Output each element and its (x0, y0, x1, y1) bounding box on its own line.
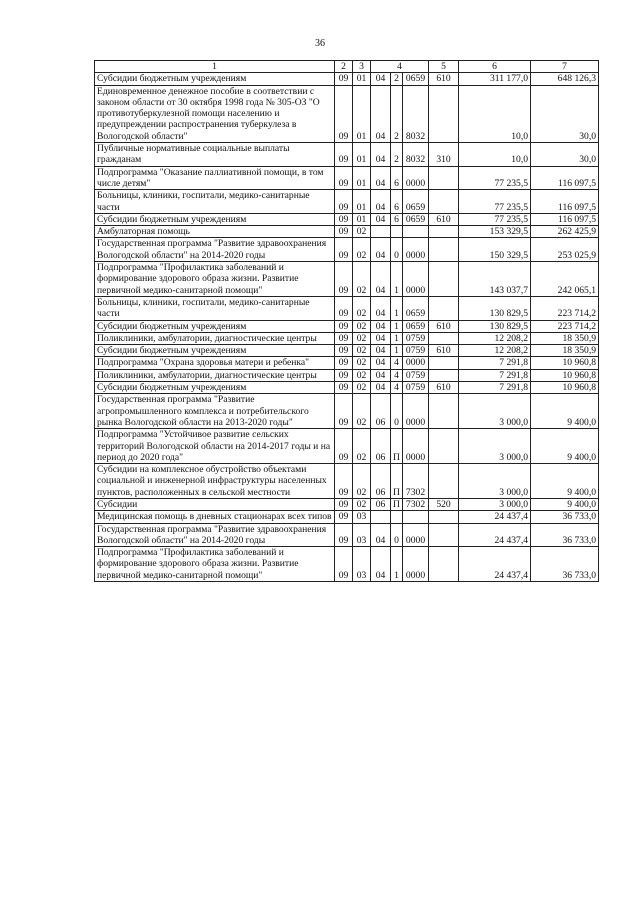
subsection-code: 02 (353, 369, 371, 381)
amount-year-2: 262 425,9 (531, 226, 599, 238)
amount-year-1: 77 235,5 (459, 166, 531, 190)
amount-year-2: 9 400,0 (531, 394, 599, 429)
row-name: Субсидии на комплексное обустройство объектами социальной и инженерной инфраструктуры населенных пунктов, расположенных в сельской местности (95, 464, 335, 499)
subsection-code: 01 (353, 166, 371, 190)
expense-type-code (429, 429, 459, 464)
subprogram-code: 1 (391, 332, 403, 344)
subprogram-code: 6 (391, 190, 403, 214)
row-name: Субсидии бюджетным учреждениям (95, 320, 335, 332)
subprogram-code: 1 (391, 262, 403, 297)
section-code: 09 (335, 382, 353, 394)
amount-year-2: 9 400,0 (531, 429, 599, 464)
column-header: 5 (429, 61, 459, 73)
article-code: 0000 (403, 262, 429, 297)
article-code: 7302 (403, 498, 429, 510)
subprogram-code: 2 (391, 73, 403, 85)
table-row (95, 166, 599, 190)
table-row (95, 73, 599, 85)
section-code: 09 (335, 213, 353, 225)
article-code: 0000 (403, 394, 429, 429)
section-code: 09 (335, 332, 353, 344)
expense-type-code (429, 238, 459, 262)
article-code: 0000 (403, 429, 429, 464)
section-code: 09 (335, 547, 353, 582)
amount-year-2: 116 097,5 (531, 190, 599, 214)
row-name: Субсидии бюджетным учреждениям (95, 213, 335, 225)
table-row (95, 262, 599, 297)
row-name: Субсидии бюджетным учреждениям (95, 382, 335, 394)
amount-year-1: 7 291,8 (459, 382, 531, 394)
subprogram-code: 0 (391, 523, 403, 547)
amount-year-1: 12 208,2 (459, 332, 531, 344)
expense-type-code (429, 464, 459, 499)
subsection-code: 02 (353, 296, 371, 320)
program-code: 04 (371, 369, 391, 381)
amount-year-2: 30,0 (531, 85, 599, 142)
amount-year-2: 10 960,8 (531, 369, 599, 381)
subsection-code: 01 (353, 143, 371, 167)
program-code: 04 (371, 523, 391, 547)
row-name: Подпрограмма "Профилактика заболеваний и формирование здорового образа жизни. Развитие первичной медико-санитарной помощи" (95, 262, 335, 297)
subsection-code: 03 (353, 511, 371, 523)
subprogram-code: 1 (391, 296, 403, 320)
expense-type-code (429, 523, 459, 547)
table-row (95, 296, 599, 320)
section-code: 09 (335, 226, 353, 238)
amount-year-2: 36 733,0 (531, 523, 599, 547)
expense-type-code (429, 511, 459, 523)
column-header: 3 (353, 61, 371, 73)
article-code: 0000 (403, 523, 429, 547)
table-row (95, 85, 599, 142)
article-code: 0000 (403, 238, 429, 262)
amount-year-2: 18 350,9 (531, 332, 599, 344)
amount-year-2: 30,0 (531, 143, 599, 167)
program-code (371, 511, 391, 523)
row-name: Медицинская помощь в дневных стационарах всех типов (95, 511, 335, 523)
row-name: Подпрограмма "Профилактика заболеваний и формирование здорового образа жизни. Развитие первичной медико-санитарной помощи" (95, 547, 335, 582)
program-code: 04 (371, 382, 391, 394)
expense-type-code (429, 226, 459, 238)
amount-year-2: 223 714,2 (531, 296, 599, 320)
subprogram-code: 6 (391, 213, 403, 225)
section-code: 09 (335, 357, 353, 369)
amount-year-2: 36 733,0 (531, 511, 599, 523)
row-name: Субсидии бюджетным учреждениям (95, 345, 335, 357)
article-code: 8032 (403, 85, 429, 142)
article-code (403, 226, 429, 238)
section-code: 09 (335, 190, 353, 214)
row-name: Больницы, клиники, госпитали, медико-санитарные части (95, 190, 335, 214)
column-header: 2 (335, 61, 353, 73)
table-row (95, 320, 599, 332)
subsection-code: 02 (353, 332, 371, 344)
amount-year-1: 150 329,5 (459, 238, 531, 262)
amount-year-1: 130 829,5 (459, 296, 531, 320)
expense-type-code (429, 394, 459, 429)
table-row (95, 464, 599, 499)
subprogram-code: 1 (391, 345, 403, 357)
program-code: 04 (371, 190, 391, 214)
row-name: Публичные нормативные социальные выплаты гражданам (95, 143, 335, 167)
amount-year-1: 130 829,5 (459, 320, 531, 332)
amount-year-2: 242 065,1 (531, 262, 599, 297)
section-code: 09 (335, 166, 353, 190)
section-code: 09 (335, 394, 353, 429)
amount-year-2: 36 733,0 (531, 547, 599, 582)
program-code: 04 (371, 166, 391, 190)
row-name: Подпрограмма "Оказание паллиативной помощи, в том числе детям" (95, 166, 335, 190)
section-code: 09 (335, 85, 353, 142)
table-row (95, 382, 599, 394)
program-code: 06 (371, 394, 391, 429)
expense-type-code: 310 (429, 143, 459, 167)
amount-year-1: 3 000,0 (459, 498, 531, 510)
section-code: 09 (335, 369, 353, 381)
article-code: 0000 (403, 166, 429, 190)
subprogram-code: 0 (391, 394, 403, 429)
program-code: 04 (371, 320, 391, 332)
subprogram-code: 4 (391, 357, 403, 369)
subsection-code: 02 (353, 394, 371, 429)
article-code: 0659 (403, 296, 429, 320)
article-code: 0759 (403, 369, 429, 381)
program-code: 06 (371, 498, 391, 510)
subsection-code: 03 (353, 523, 371, 547)
amount-year-1: 7 291,8 (459, 369, 531, 381)
subprogram-code (391, 226, 403, 238)
amount-year-2: 223 714,2 (531, 320, 599, 332)
article-code: 7302 (403, 464, 429, 499)
amount-year-1: 10,0 (459, 85, 531, 142)
amount-year-2: 10 960,8 (531, 357, 599, 369)
subprogram-code: 1 (391, 547, 403, 582)
table-row (95, 357, 599, 369)
expense-type-code: 610 (429, 382, 459, 394)
row-name: Единовременное денежное пособие в соответствии с законом области от 30 октября 1998 года № 305-ОЗ "О противотуберкулезной помощи населению и предупреждении распространения туберкулеза в Вологодской области" (95, 85, 335, 142)
amount-year-2: 116 097,5 (531, 166, 599, 190)
article-code: 0659 (403, 73, 429, 85)
subsection-code: 02 (353, 357, 371, 369)
amount-year-2: 9 400,0 (531, 464, 599, 499)
amount-year-1: 12 208,2 (459, 345, 531, 357)
section-code: 09 (335, 345, 353, 357)
row-name: Поликлиники, амбулатории, диагностические центры (95, 332, 335, 344)
subsection-code: 02 (353, 262, 371, 297)
subsection-code: 02 (353, 498, 371, 510)
subsection-code: 02 (353, 320, 371, 332)
amount-year-1: 7 291,8 (459, 357, 531, 369)
subsection-code: 03 (353, 547, 371, 582)
expense-type-code: 520 (429, 498, 459, 510)
amount-year-1: 24 437,4 (459, 511, 531, 523)
program-code: 04 (371, 345, 391, 357)
subprogram-code: П (391, 464, 403, 499)
amount-year-2: 116 097,5 (531, 213, 599, 225)
expense-type-code: 610 (429, 73, 459, 85)
table-row (95, 143, 599, 167)
amount-year-1: 3 000,0 (459, 429, 531, 464)
table-row (95, 345, 599, 357)
subprogram-code: 2 (391, 85, 403, 142)
article-code: 0759 (403, 382, 429, 394)
amount-year-1: 24 437,4 (459, 547, 531, 582)
subsection-code: 01 (353, 85, 371, 142)
article-code (403, 511, 429, 523)
section-code: 09 (335, 498, 353, 510)
budget-table (94, 60, 599, 582)
table-header-row (95, 61, 599, 73)
article-code: 0659 (403, 320, 429, 332)
article-code: 0659 (403, 213, 429, 225)
article-code: 0000 (403, 357, 429, 369)
program-code: 06 (371, 429, 391, 464)
amount-year-2: 10 960,8 (531, 382, 599, 394)
subprogram-code: 0 (391, 238, 403, 262)
subsection-code: 02 (353, 238, 371, 262)
row-name: Амбулаторная помощь (95, 226, 335, 238)
row-name: Государственная программа "Развитие агропромышленного комплекса и потребительского рынка Вологодской области на 2013-2020 годы" (95, 394, 335, 429)
row-name: Государственная программа "Развитие здравоохранения Вологодской области" на 2014-2020 годы (95, 523, 335, 547)
program-code (371, 226, 391, 238)
table-row (95, 369, 599, 381)
amount-year-2: 9 400,0 (531, 498, 599, 510)
amount-year-1: 10,0 (459, 143, 531, 167)
section-code: 09 (335, 143, 353, 167)
expense-type-code: 610 (429, 320, 459, 332)
row-name: Субсидии бюджетным учреждениям (95, 73, 335, 85)
section-code: 09 (335, 73, 353, 85)
expense-type-code (429, 369, 459, 381)
program-code: 04 (371, 547, 391, 582)
section-code: 09 (335, 429, 353, 464)
section-code: 09 (335, 238, 353, 262)
program-code: 04 (371, 296, 391, 320)
row-name: Поликлиники, амбулатории, диагностические центры (95, 369, 335, 381)
article-code: 0759 (403, 345, 429, 357)
column-header: 1 (95, 61, 335, 73)
page-number: 36 (315, 38, 325, 49)
row-name: Субсидии (95, 498, 335, 510)
column-header: 7 (531, 61, 599, 73)
table-row (95, 511, 599, 523)
amount-year-2: 253 025,9 (531, 238, 599, 262)
expense-type-code (429, 85, 459, 142)
row-name: Больницы, клиники, госпитали, медико-санитарные части (95, 296, 335, 320)
subprogram-code: П (391, 429, 403, 464)
subprogram-code: 4 (391, 369, 403, 381)
table-row (95, 332, 599, 344)
program-code: 04 (371, 85, 391, 142)
table-row (95, 226, 599, 238)
subprogram-code (391, 511, 403, 523)
section-code: 09 (335, 262, 353, 297)
subsection-code: 01 (353, 213, 371, 225)
expense-type-code (429, 332, 459, 344)
section-code: 09 (335, 523, 353, 547)
amount-year-1: 143 037,7 (459, 262, 531, 297)
amount-year-2: 648 126,3 (531, 73, 599, 85)
expense-type-code (429, 547, 459, 582)
subsection-code: 02 (353, 429, 371, 464)
subsection-code: 01 (353, 190, 371, 214)
column-header: 4 (371, 61, 429, 73)
section-code: 09 (335, 320, 353, 332)
program-code: 06 (371, 464, 391, 499)
subprogram-code: П (391, 498, 403, 510)
subprogram-code: 2 (391, 143, 403, 167)
table-row (95, 238, 599, 262)
amount-year-1: 153 329,5 (459, 226, 531, 238)
expense-type-code (429, 357, 459, 369)
expense-type-code (429, 190, 459, 214)
expense-type-code (429, 296, 459, 320)
table-row (95, 429, 599, 464)
program-code: 04 (371, 262, 391, 297)
article-code: 0759 (403, 332, 429, 344)
article-code: 0659 (403, 190, 429, 214)
expense-type-code (429, 166, 459, 190)
row-name: Государственная программа "Развитие здравоохранения Вологодской области" на 2014-2020 годы (95, 238, 335, 262)
expense-type-code: 610 (429, 213, 459, 225)
subsection-code: 02 (353, 382, 371, 394)
article-code: 8032 (403, 143, 429, 167)
expense-type-code (429, 262, 459, 297)
program-code: 04 (371, 332, 391, 344)
amount-year-1: 77 235,5 (459, 190, 531, 214)
table-row (95, 190, 599, 214)
amount-year-2: 18 350,9 (531, 345, 599, 357)
amount-year-1: 311 177,0 (459, 73, 531, 85)
subsection-code: 01 (353, 73, 371, 85)
program-code: 04 (371, 73, 391, 85)
program-code: 04 (371, 143, 391, 167)
subprogram-code: 6 (391, 166, 403, 190)
program-code: 04 (371, 213, 391, 225)
table-row (95, 523, 599, 547)
subprogram-code: 4 (391, 382, 403, 394)
subsection-code: 02 (353, 464, 371, 499)
table-row (95, 213, 599, 225)
table-row (95, 547, 599, 582)
article-code: 0000 (403, 547, 429, 582)
program-code: 04 (371, 238, 391, 262)
amount-year-1: 24 437,4 (459, 523, 531, 547)
column-header: 6 (459, 61, 531, 73)
table-row (95, 394, 599, 429)
section-code: 09 (335, 464, 353, 499)
expense-type-code: 610 (429, 345, 459, 357)
subsection-code: 02 (353, 226, 371, 238)
table-row (95, 498, 599, 510)
program-code: 04 (371, 357, 391, 369)
subprogram-code: 1 (391, 320, 403, 332)
amount-year-1: 3 000,0 (459, 464, 531, 499)
section-code: 09 (335, 511, 353, 523)
subsection-code: 02 (353, 345, 371, 357)
amount-year-1: 3 000,0 (459, 394, 531, 429)
row-name: Подпрограмма "Охрана здоровья матери и ребенка" (95, 357, 335, 369)
section-code: 09 (335, 296, 353, 320)
amount-year-1: 77 235,5 (459, 213, 531, 225)
row-name: Подпрограмма "Устойчивое развитие сельских территорий Вологодской области на 2014-2017 годы и на период до 2020 года" (95, 429, 335, 464)
